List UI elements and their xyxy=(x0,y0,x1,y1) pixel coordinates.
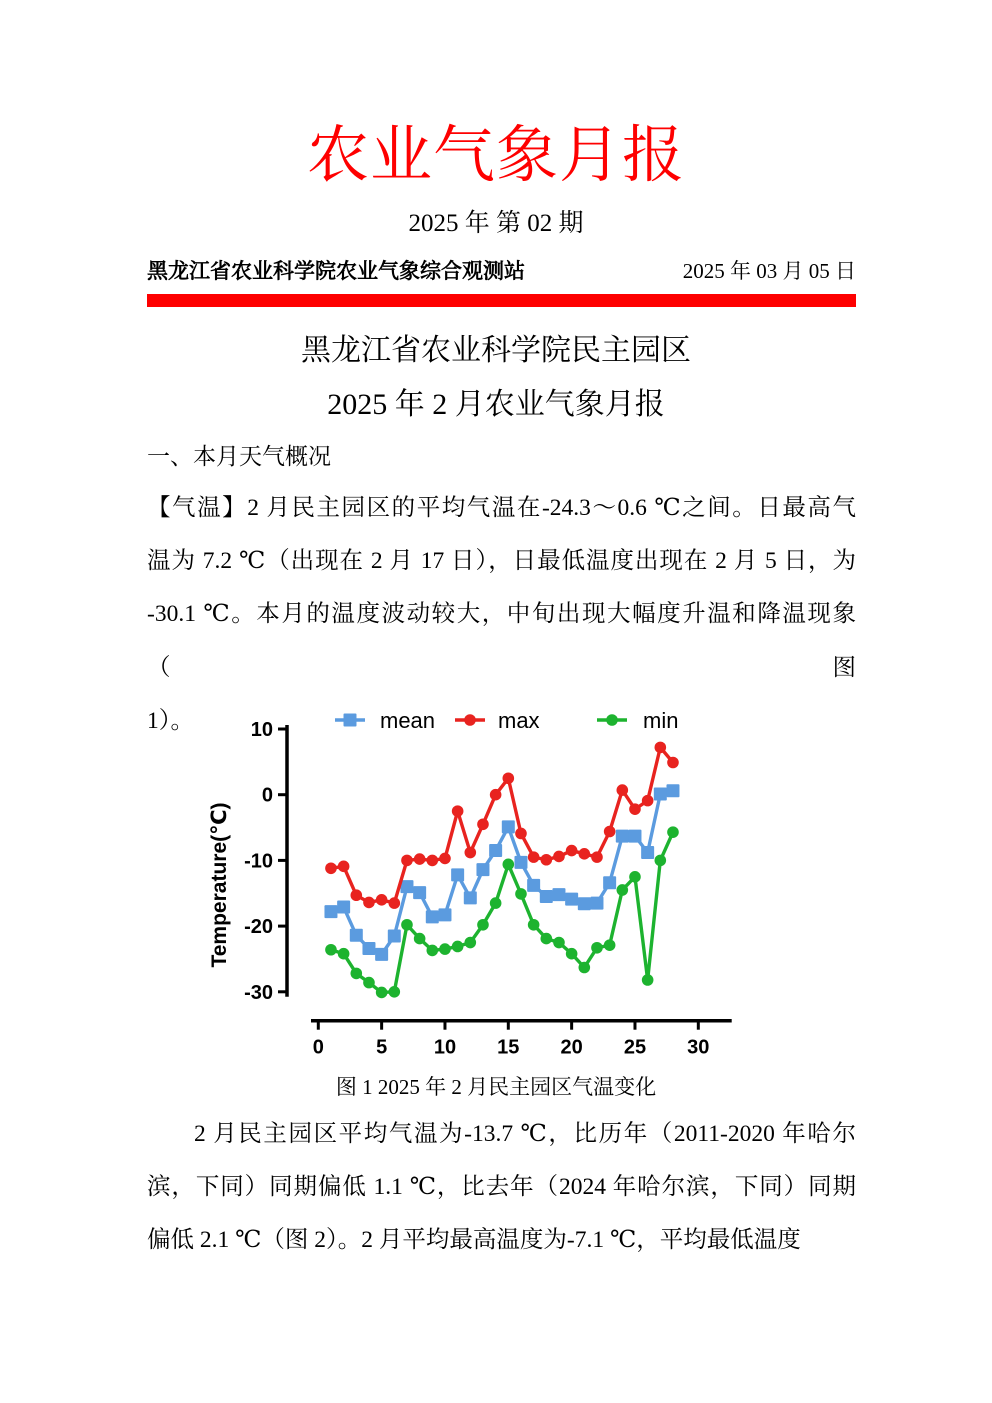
svg-text:min: min xyxy=(643,708,679,733)
para1-line-3: -30.1 ℃。本月的温度波动较大，中旬出现大幅度升温和降温现象（图 xyxy=(147,601,856,681)
para2-line-3: 偏低 2.1 ℃（图 2）。2 月平均最高温度为-7.1 ℃，平均最低温度 xyxy=(147,1227,801,1254)
svg-text:5: 5 xyxy=(376,1036,388,1059)
svg-text:mean: mean xyxy=(380,708,436,733)
masthead-row xyxy=(147,256,856,286)
red-divider xyxy=(147,294,856,307)
svg-text:-30: -30 xyxy=(244,981,273,1004)
svg-text:max: max xyxy=(498,708,540,733)
temperature-line-chart xyxy=(200,693,770,1068)
issue-number: 2025 年 第 02 期 xyxy=(408,210,584,237)
svg-text:Temperature(℃): Temperature(℃) xyxy=(208,802,231,968)
publication-date: 2025 年 03 月 05 日 xyxy=(682,259,856,283)
para2-line-1: 2 月民主园区平均气温为-13.7 ℃，比历年（2011-2020 年哈尔 xyxy=(194,1121,856,1147)
para1-line-1: 【气温】2 月民主园区的平均气温在-24.3～0.6 ℃之间。日最高气 xyxy=(147,495,856,521)
svg-text:-20: -20 xyxy=(244,916,273,939)
station-name: 黑龙江省农业科学院农业气象综合观测站 xyxy=(147,259,525,283)
svg-text:-10: -10 xyxy=(244,850,273,873)
para2-line-2: 滨，下同）同期偏低 1.1 ℃，比去年（2024 年哈尔滨，下同）同期 xyxy=(147,1174,856,1201)
figure1-caption: 图 1 2025 年 2 月民主园区气温变化 xyxy=(335,1075,657,1099)
svg-text:15: 15 xyxy=(497,1036,520,1059)
report-heading-line2: 2025 年 2 月农业气象月报 xyxy=(327,388,665,421)
svg-text:30: 30 xyxy=(687,1036,710,1059)
svg-text:10: 10 xyxy=(433,1036,457,1059)
svg-text:0: 0 xyxy=(261,784,273,807)
section1-title: 一、本月天气概况 xyxy=(147,444,331,469)
figure1-temperature-chart xyxy=(200,693,770,1068)
report-heading-line1: 黑龙江省农业科学院民主园区 xyxy=(301,334,691,367)
para1-line-2: 温为 7.2 ℃（出现在 2 月 17 日），日最低温度出现在 2 月 5 日，为 xyxy=(147,548,856,575)
svg-text:0: 0 xyxy=(312,1036,324,1059)
svg-text:20: 20 xyxy=(560,1036,583,1059)
svg-text:10: 10 xyxy=(250,719,273,741)
newsletter-title: 农业气象月报 xyxy=(306,122,685,190)
svg-text:25: 25 xyxy=(623,1036,647,1059)
para1-line-4: 1）。 xyxy=(147,707,194,734)
paragraph-comparison xyxy=(147,1108,856,1268)
